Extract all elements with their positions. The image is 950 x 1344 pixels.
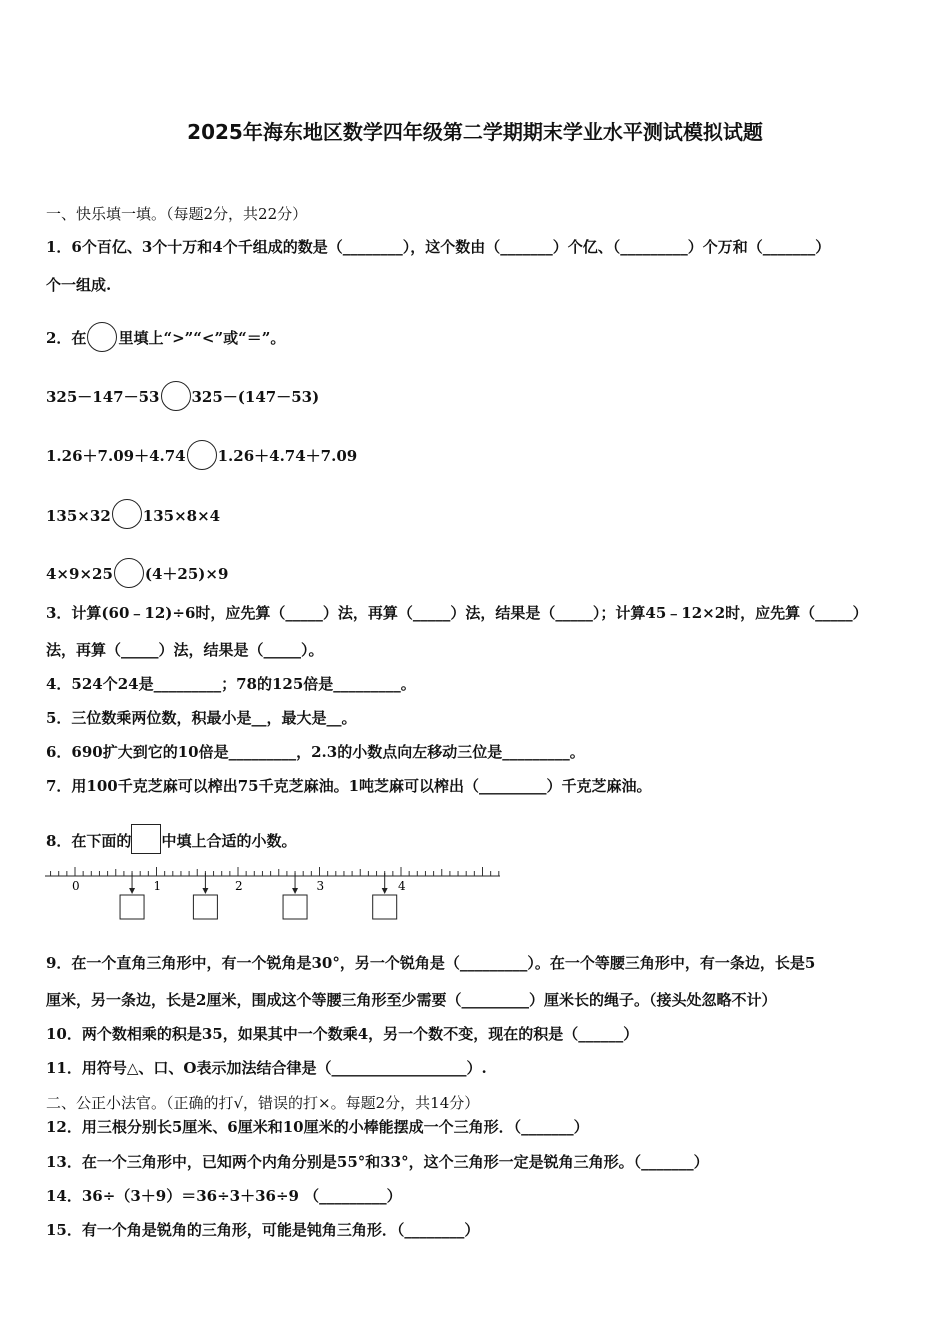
compare-row [46, 436, 357, 466]
tick-label: 1 [153, 879, 162, 893]
answer-box-sample [131, 824, 161, 854]
pointer-arrowhead [202, 888, 208, 894]
question-9-line2: 厘米，另一条边，长是2厘米，围成这个等腰三角形至少需要（_________）厘米长的绳子。（接头处忽略不计） [46, 991, 777, 1009]
question-15: 15．有一个角是锐角的三角形，可能是钝角三角形．（________） [46, 1221, 480, 1239]
answer-circle[interactable] [87, 322, 117, 352]
compare-left: 1.26＋7.09＋4.74 [46, 447, 186, 465]
section1-header: 一、快乐填一填。（每题2分，共22分） [46, 205, 308, 223]
compare-row [46, 554, 228, 584]
question-1-line1: 1．6个百亿、3个十万和4个千组成的数是（________），这个数由（_______）个亿、（_________）个万和（_______） [46, 238, 831, 256]
answer-circle[interactable] [161, 381, 191, 411]
question-7: 7．用100千克芝麻可以榨出75千克芝麻油。1吨芝麻可以榨出（_________）千克芝麻油。 [46, 777, 652, 795]
question-8 [46, 821, 296, 851]
tick-label: 0 [72, 879, 80, 893]
compare-left: 4×9×25 [46, 565, 113, 583]
compare-left: 325－147－53 [46, 388, 160, 406]
answer-box [283, 895, 307, 919]
question-11: 11．用符号△、口、O表示加法结合律是（__________________）. [46, 1059, 487, 1077]
answer-circle[interactable] [187, 440, 217, 470]
answer-box [193, 895, 217, 919]
page-title: 2025年海东地区数学四年级第二学期期末学业水平测试模拟试题 [187, 120, 763, 144]
answer-circle[interactable] [112, 499, 142, 529]
question-12: 12．用三根分别长5厘米、6厘米和10厘米的小棒能摆成一个三角形．（_______） [46, 1118, 589, 1136]
question-3-line2: 法，再算（_____）法，结果是（_____）。 [46, 641, 324, 659]
compare-right: 325－(147－53) [191, 388, 320, 406]
compare-left: 135×32 [46, 507, 111, 525]
question-2-post: 里填上“>”“<”或“＝”。 [118, 329, 286, 347]
question-8-pre: 8．在下面的 [46, 832, 132, 850]
tick-label: 2 [235, 879, 243, 893]
tick-label: 3 [316, 879, 325, 893]
question-2-pre: 2．在 [46, 329, 87, 347]
question-2 [46, 318, 285, 348]
pointer-arrowhead [129, 888, 135, 894]
question-10: 10．两个数相乘的积是35，如果其中一个数乘4，另一个数不变，现在的积是（______） [46, 1025, 639, 1043]
tick-label: 4 [398, 879, 406, 893]
question-13: 13．在一个三角形中，已知两个内角分别是55°和33°，这个三角形一定是锐角三角形。（_______） [46, 1153, 709, 1171]
question-4: 4．524个24是_________；78的125倍是_________。 [46, 675, 416, 693]
answer-box [373, 895, 397, 919]
question-3-line1: 3．计算(60﹣12)÷6时，应先算（_____）法，再算（_____）法，结果是（_____）；计算45﹣12×2时，应先算（_____） [46, 604, 868, 622]
compare-right: (4＋25)×9 [144, 565, 229, 583]
answer-circle[interactable] [114, 558, 144, 588]
question-1-line2: 个一组成. [46, 276, 112, 294]
pointer-arrowhead [382, 888, 388, 894]
question-6: 6．690扩大到它的10倍是_________，2.3的小数点向左移动三位是_________。 [46, 743, 585, 761]
question-5: 5．三位数乘两位数，积最小是__，最大是__。 [46, 709, 357, 727]
number-line [40, 855, 500, 925]
question-14: 14．36÷（3＋9）＝36÷3＋36÷9 （_________） [46, 1187, 402, 1205]
compare-right: 135×8×4 [142, 507, 221, 525]
compare-right: 1.26＋4.74＋7.09 [217, 447, 358, 465]
section2-header: 二、公正小法官。（正确的打√，错误的打×。每题2分，共14分） [46, 1094, 480, 1112]
compare-row [46, 495, 220, 525]
pointer-arrowhead [292, 888, 298, 894]
answer-box [120, 895, 144, 919]
question-8-post: 中填上合适的小数。 [161, 832, 297, 850]
compare-row [46, 377, 319, 407]
question-9-line1: 9．在一个直角三角形中，有一个锐角是30°，另一个锐角是（_________）。在一个等腰三角形中，有一条边，长是5 [46, 954, 816, 972]
